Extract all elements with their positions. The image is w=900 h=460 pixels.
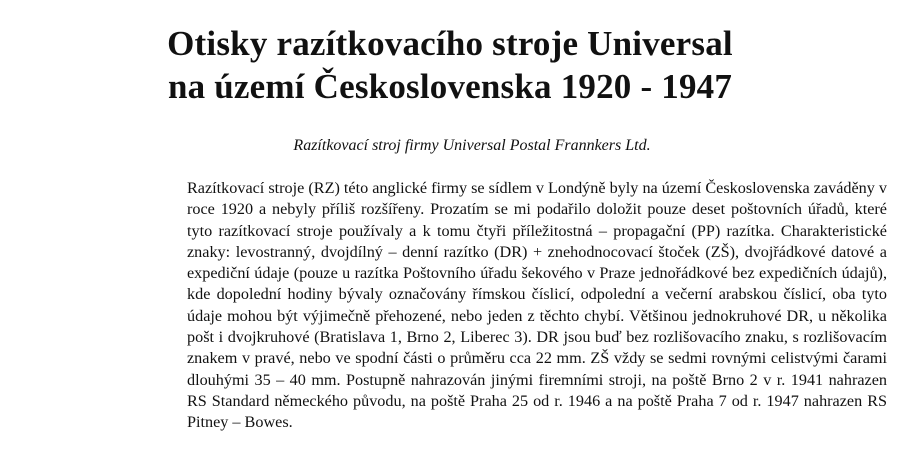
title-line-1: Otisky razítkovacího stroje Universal <box>167 24 733 63</box>
page-title <box>0 22 900 108</box>
body-line: RS Standard německého původu, na poště Praha 25 od r. 1946 a na poště Praha 7 od r. 1947 nahrazen RS <box>187 391 887 410</box>
body-line: roce 1920 a nebyly příliš rozšířeny. Prozatím se mi podařilo doložit pouze deset poštovních úřadů, které <box>187 200 887 219</box>
body-paragraph <box>187 178 887 434</box>
body-line: údaje mohou být výjimečně přehozené, nebo jeden z těchto chybí. Většinou jednokruhové DR, u několika <box>187 306 887 325</box>
subtitle: Razítkovací stroj firmy Universal Postal Frannkers Ltd. <box>293 137 651 154</box>
body-line: Pitney – Bowes. <box>187 413 293 432</box>
title-line-2: na území Československa 1920 - 1947 <box>167 67 733 106</box>
body-line: expediční údaje (pouze u razítka Poštovního úřadu šekového v Praze jednořádkové bez expedičních údajů), <box>187 264 887 283</box>
body-line: znakem v pravé, nebo ve spodní části o průměru cca 22 mm. ZŠ vždy se sedmi rovnými celistvými čarami <box>187 349 887 368</box>
body-line: tyto razítkovací stroje používaly a k tomu čtyři příležitostná – propagační (PP) razítka. Charakteristické <box>187 221 887 240</box>
body-line: Razítkovací stroje (RZ) této anglické firmy se sídlem v Londýně byly na území Československa zaváděny v <box>187 179 887 197</box>
body-line: kde dopolední hodiny bývaly označovány římskou číslicí, odpolední a večerní arabskou číslicí, oba tyto <box>187 285 887 304</box>
body-line: pošt i dvojkruhové (Bratislava 1, Brno 2, Liberec 3). DR jsou buď bez rozlišovacího znaku, s rozlišovacím <box>187 328 887 347</box>
body-line: dlouhými 35 – 40 mm. Postupně nahrazován jinými firemními stroji, na poště Brno 2 v r. 1941 nahrazen <box>187 370 887 389</box>
body-line: znaky: levostranný, dvojdílný – denní razítko (DR) + znehodnocovací štoček (ZŠ), dvojřádkové datové a <box>187 242 887 261</box>
